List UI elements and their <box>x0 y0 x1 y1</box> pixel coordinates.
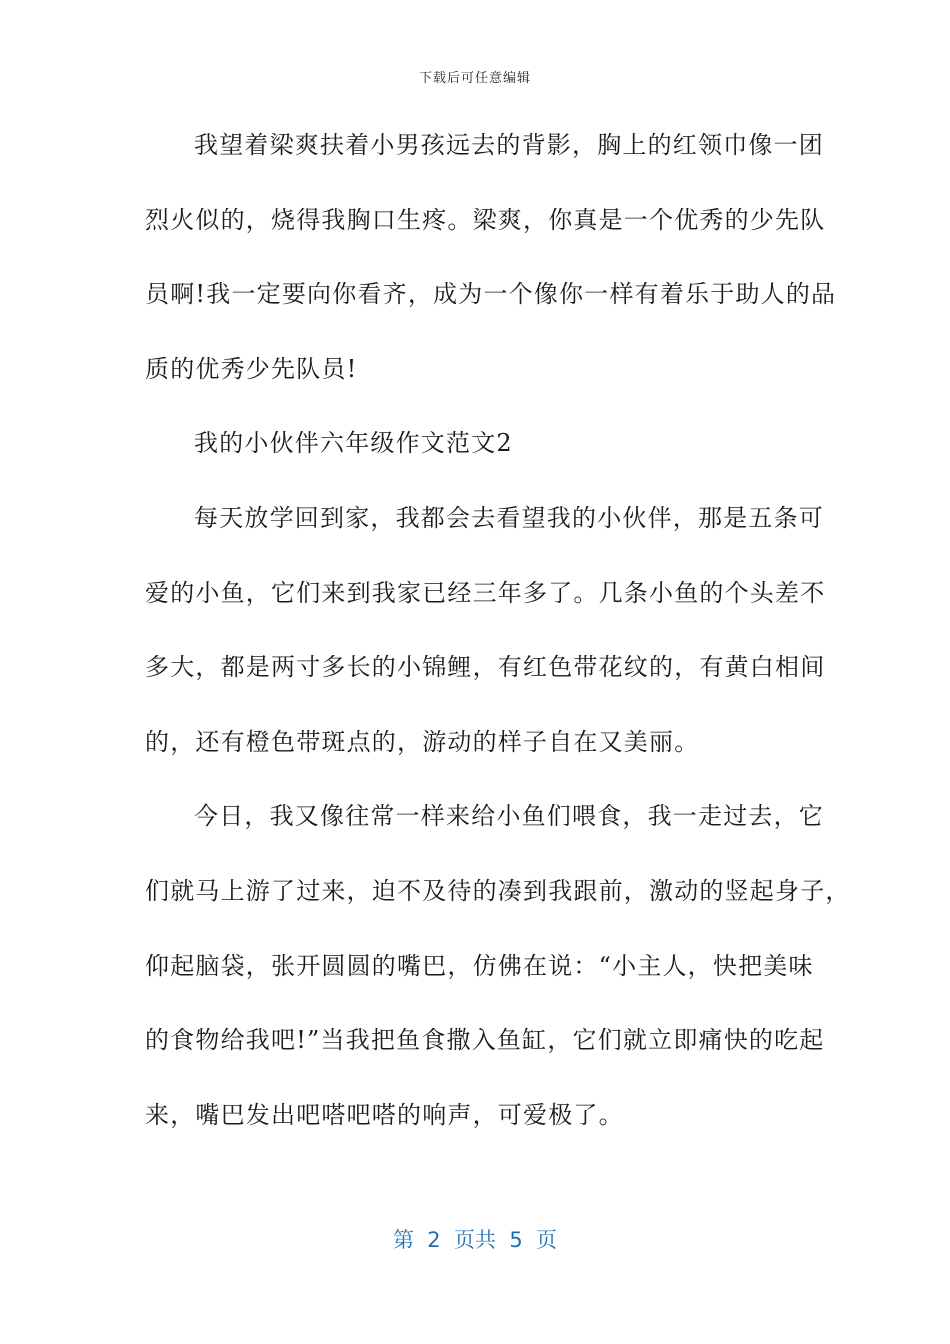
paragraph-line: 仰起脑袋，张开圆圆的嘴巴，仿佛在说：“小主人，快把美味 <box>145 951 814 980</box>
header-note: 下载后可任意编辑 <box>418 71 531 86</box>
paragraph-line: 们就马上游了过来，迫不及待的凑到我跟前，激动的竖起身子， <box>145 876 851 905</box>
paragraph-line: 的食物给我吧!”当我把鱼食撒入鱼缸，它们就立即痛快的吃起 <box>145 1026 825 1055</box>
paragraph-line: 质的优秀少先队员! <box>145 354 358 383</box>
paragraph-line: 多大，都是两寸多长的小锦鲤，有红色带花纹的，有黄白相间 <box>145 653 826 682</box>
document-body <box>145 120 851 1164</box>
paragraph-line: 爱的小鱼，它们来到我家已经三年多了。几条小鱼的个头差不 <box>145 578 826 607</box>
section-title: 我的小伙伴六年级作文范文2 <box>194 429 513 458</box>
paragraph-line: 烈火似的，烧得我胸口生疼。梁爽，你真是一个优秀的少先队 <box>145 205 826 234</box>
paragraph-line: 今日，我又像往常一样来给小鱼们喂食，我一走过去，它 <box>194 802 824 831</box>
paragraph-line: 的，还有橙色带斑点的，游动的样子自在又美丽。 <box>145 727 700 756</box>
paragraph-line: 来，嘴巴发出吧嗒吧嗒的响声，可爱极了。 <box>145 1100 624 1129</box>
paragraph-line: 员啊!我一定要向你看齐，成为一个像你一样有着乐于助人的品 <box>145 280 837 309</box>
paragraph-line: 我望着梁爽扶着小男孩远去的背影，胸上的红领巾像一团 <box>194 131 824 159</box>
page-number-footer: 第 2 页共 5 页 <box>392 1228 558 1252</box>
paragraph-line: 每天放学回到家，我都会去看望我的小伙伴，那是五条可 <box>194 503 824 532</box>
